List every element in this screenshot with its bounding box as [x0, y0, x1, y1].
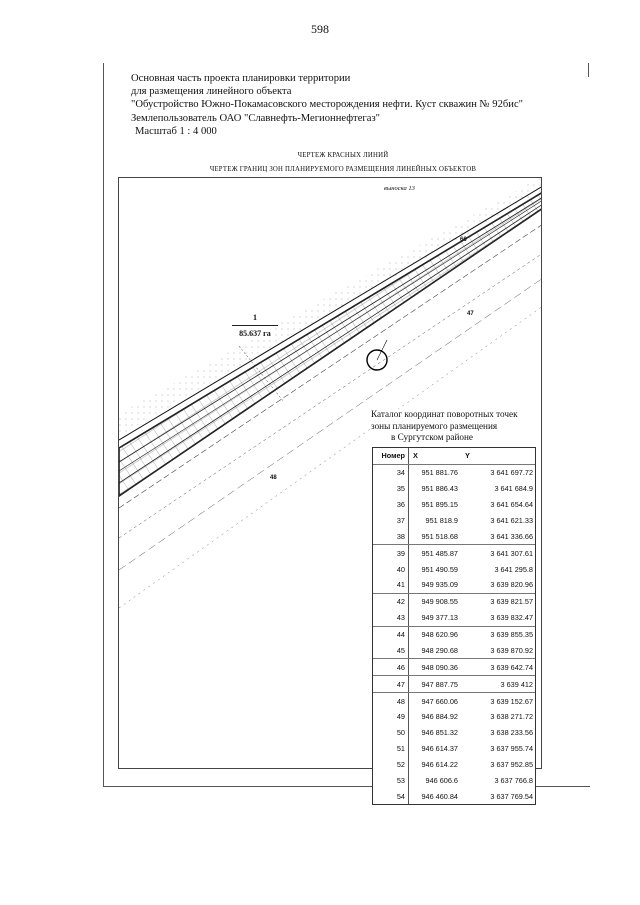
- table-row: [373, 788, 535, 804]
- cell-y: 3 637 766.8: [494, 775, 533, 785]
- cell-number: 46: [373, 659, 409, 675]
- cell-number: 41: [373, 577, 409, 593]
- table-row: [373, 725, 535, 741]
- cell-y: 3 641 621.33: [490, 515, 533, 525]
- cell-x: 949 935.09: [421, 580, 458, 590]
- header-line-2: для размещения линейного объекта: [131, 86, 292, 98]
- header-line-1: Основная часть проекта планировки территории: [131, 73, 351, 84]
- header-line-3: "Обустройство Южно-Покамасовского месторождения нефти. Куст скважин № 92бис": [131, 99, 523, 111]
- table-row: [373, 676, 535, 693]
- parcel-area: 85.637 га: [239, 329, 271, 338]
- cell-number: 40: [373, 561, 409, 577]
- cell-number: 38: [373, 528, 409, 544]
- cell-number: 54: [373, 788, 409, 804]
- cell-number: 53: [373, 773, 409, 789]
- cell-x: 951 490.59: [421, 564, 458, 574]
- cell-y: 3 641 684.9: [494, 484, 533, 494]
- table-row: [373, 610, 535, 627]
- table-row: [373, 465, 535, 481]
- cell-number: 43: [373, 610, 409, 626]
- page-number: 598: [311, 22, 329, 36]
- cell-x: 948 620.96: [421, 630, 458, 640]
- header-line-4: Землепользователь ОАО "Славнефть-Мегионнефтегаз": [131, 112, 380, 124]
- cell-number: 35: [373, 481, 409, 497]
- cell-y: 3 638 271.72: [490, 712, 533, 722]
- cell-y: 3 641 336.66: [490, 531, 533, 541]
- cell-number: 34: [373, 465, 409, 481]
- cell-x: 951 895.15: [421, 500, 458, 510]
- cell-x: 951 485.87: [421, 548, 458, 558]
- point-label-47: 47: [467, 311, 474, 317]
- table-row: [373, 513, 535, 529]
- table-row: [373, 773, 535, 789]
- table-row: [373, 757, 535, 773]
- side-strip-upper: [119, 178, 542, 436]
- cell-x: 951 818.9: [425, 515, 458, 525]
- table-row: [373, 545, 535, 561]
- cell-y: 3 637 769.54: [490, 791, 533, 801]
- catalog-title-line-1: Каталог координат поворотных точек: [371, 409, 518, 419]
- header-scale: Масштаб 1 : 4 000: [135, 125, 217, 137]
- cell-number: 50: [373, 725, 409, 741]
- table-row: [373, 643, 535, 660]
- cell-y: 3 641 295.8: [494, 564, 533, 574]
- callout-label: выноска 13: [384, 185, 415, 192]
- cell-number: 45: [373, 643, 409, 659]
- table-row: [373, 577, 535, 594]
- cell-y: 3 639 412: [500, 679, 533, 689]
- cell-number: 36: [373, 497, 409, 513]
- document-header: [131, 72, 523, 138]
- parcel-number: 1: [253, 313, 257, 322]
- cell-x: 947 887.75: [421, 679, 458, 689]
- cell-y: 3 639 870.92: [490, 645, 533, 655]
- table-row: [373, 528, 535, 545]
- cell-x: 946 614.37: [421, 744, 458, 754]
- drawing-title-zones: ЧЕРТЕЖ ГРАНИЦ ЗОН ПЛАНИРУЕМОГО РАЗМЕЩЕНИЯ ЛИНЕЙНЫХ ОБЪЕКТОВ: [209, 166, 477, 173]
- cell-number: 42: [373, 594, 409, 610]
- table-row: [373, 659, 535, 676]
- cell-y: 3 637 952.85: [490, 760, 533, 770]
- point-label-48: 48: [270, 475, 277, 481]
- cell-y: 3 639 820.96: [490, 580, 533, 590]
- cell-x: 949 908.55: [421, 597, 458, 607]
- cell-y: 3 639 152.67: [490, 696, 533, 706]
- cell-x: 951 881.76: [421, 468, 458, 478]
- table-row: [373, 594, 535, 610]
- catalog-title-line-3: в Сургутском районе: [391, 432, 473, 442]
- table-row: [373, 481, 535, 497]
- cell-y: 3 639 642.74: [490, 662, 533, 672]
- cell-x: 951 886.43: [421, 484, 458, 494]
- cell-x: 946 606.6: [425, 775, 458, 785]
- table-row: [373, 561, 535, 577]
- parcel-fraction-line: [232, 325, 278, 326]
- cell-x: 948 090.36: [421, 662, 458, 672]
- catalog-title: [371, 409, 541, 444]
- cell-number: 39: [373, 545, 409, 561]
- cell-x: 946 851.32: [421, 728, 458, 738]
- cell-y: 3 641 697.72: [490, 468, 533, 478]
- cell-y: 3 639 821.57: [490, 597, 533, 607]
- table-header-row: [373, 448, 535, 465]
- point-label-66: 66: [460, 237, 467, 243]
- table-row: [373, 709, 535, 725]
- cell-x: 951 518.68: [421, 531, 458, 541]
- cell-x: 946 614.22: [421, 760, 458, 770]
- cell-number: 52: [373, 757, 409, 773]
- cell-y: 3 641 654.64: [490, 500, 533, 510]
- drawing-title-red-lines: ЧЕРТЕЖ КРАСНЫХ ЛИНИЙ: [297, 152, 389, 159]
- table-row: [373, 627, 535, 643]
- cell-number: 49: [373, 709, 409, 725]
- page-frame-tick: [588, 63, 589, 77]
- cell-x: 947 660.06: [421, 696, 458, 706]
- cell-y: 3 638 233.56: [490, 728, 533, 738]
- cell-number: 37: [373, 513, 409, 529]
- table-row: [373, 693, 535, 709]
- cell-y: 3 639 832.47: [490, 613, 533, 623]
- header-number: Номер: [373, 448, 409, 464]
- cell-number: 47: [373, 676, 409, 692]
- cell-y: 3 637 955.74: [490, 744, 533, 754]
- cell-number: 44: [373, 627, 409, 643]
- cell-y: 3 639 855.35: [490, 630, 533, 640]
- cell-x: 946 884.92: [421, 712, 458, 722]
- cell-y: 3 641 307.61: [490, 548, 533, 558]
- header-x: X: [413, 451, 418, 461]
- table-row: [373, 497, 535, 513]
- cell-number: 51: [373, 741, 409, 757]
- table-row: [373, 741, 535, 757]
- header-y: Y: [465, 451, 470, 461]
- cell-x: 946 460.84: [421, 791, 458, 801]
- cell-x: 948 290.68: [421, 645, 458, 655]
- cell-number: 48: [373, 693, 409, 709]
- cell-x: 949 377.13: [421, 613, 458, 623]
- red-line-upper: [119, 186, 542, 440]
- catalog-title-line-2: зоны планируемого размещения: [371, 420, 498, 431]
- coordinate-table: [372, 447, 536, 805]
